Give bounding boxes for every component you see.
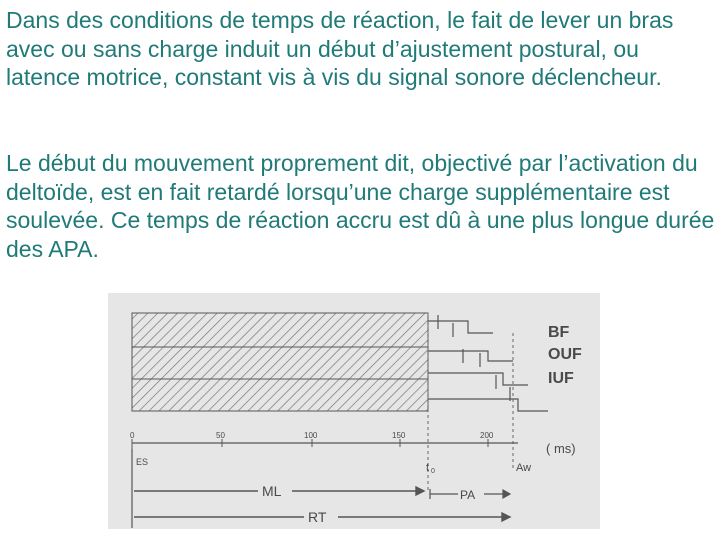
timing-diagram [108, 293, 600, 529]
label-t0: t [426, 462, 430, 474]
label-rt: RT [308, 509, 327, 525]
label-t0-sub: 0 [431, 468, 435, 475]
label-bf: BF [548, 324, 570, 341]
label-iuf: IUF [548, 370, 574, 387]
dashed-markers [428, 313, 513, 493]
staircase-lines [428, 315, 548, 411]
bar-iuf [132, 379, 428, 411]
label-aw: Aw [516, 462, 532, 474]
tick-200: 200 [480, 431, 494, 440]
paragraph-reaction-conditions: Dans des conditions de temps de réaction, le fait de lever un bras avec ou sans charge induit un début d’ajustement postural, ou latence motrice, constant vis à vis du signal sonore déclencheur. [6, 7, 674, 90]
tick-0: 0 [130, 431, 135, 440]
label-es: ES [136, 457, 149, 467]
timing-diagram-svg [108, 293, 600, 529]
label-ml: ML [262, 483, 282, 499]
label-pa: PA [460, 488, 476, 502]
bar-ouf [132, 347, 428, 379]
axis-unit: ( ms) [546, 441, 576, 456]
tick-100: 100 [304, 431, 318, 440]
paragraph-movement-onset: Le début du mouvement proprement dit, objectivé par l’activation du deltoïde, est en fait retardé lorsqu’une charge supplémentaire est soulevée. Ce temps de réaction accru est dû à une plus longue durée des APA. [6, 150, 715, 262]
bar-bf [132, 313, 428, 347]
tick-50: 50 [216, 431, 225, 440]
tick-150: 150 [392, 431, 406, 440]
label-ouf: OUF [548, 346, 582, 363]
